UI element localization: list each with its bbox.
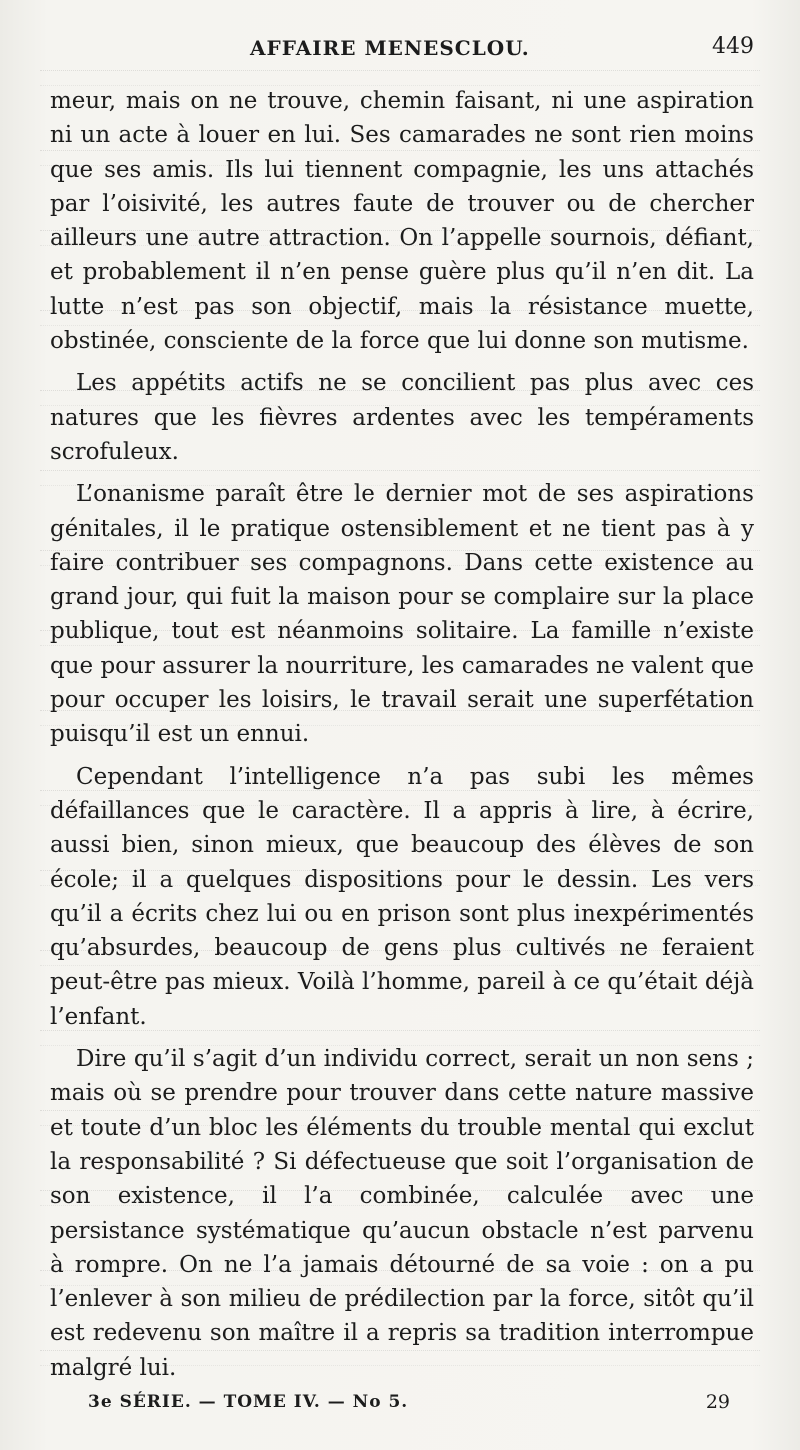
- page-number: 449: [712, 34, 754, 59]
- sheet-number: 29: [705, 1391, 730, 1413]
- page-header: [0, 36, 800, 70]
- page-footer: [0, 1392, 800, 1422]
- body-text: [50, 84, 754, 1385]
- series-signature: 3e SÉRIE. — TOME IV. — No 5.: [88, 1392, 409, 1412]
- paragraph-5: Dire qu’il s’agit d’un individu correct, serait un non sens ; mais où se prendre pour trouver dans cette nature massive et toute d’un bloc les éléments du trouble mental qui exclut la responsabilité ? Si défectueuse que soit l’organisation de son existence, il l’a combinée, calculée avec une persistance systématique qu’aucun obstacle n’est parvenu à rompre. On ne l’a jamais détourné de sa voie : on a pu l’enlever à son milieu de prédilection par la force, sitôt qu’il est redevenu son maître il a repris sa tradition interrompue malgré lui.: [50, 1046, 754, 1381]
- paragraph-2: Les appétits actifs ne se concilient pas plus avec ces natures que les fièvres ardentes avec les tempéraments scrofuleux.: [50, 370, 754, 465]
- paragraph-1: meur, mais on ne trouve, chemin faisant, ni une aspiration ni un acte à louer en lui. Ses camarades ne sont rien moins que ses amis. Ils lui tiennent compagnie, les uns attachés par l’oisivité, les autres faute de trouver ou de chercher ailleurs une autre attraction. On l’appelle sournois, défiant, et probablement il n’en pense guère plus qu’il n’en dit. La lutte n’est pas son objectif, mais la résistance muette, obstinée, consciente de la force que lui donne son mutisme.: [50, 88, 754, 355]
- paragraph-3: L’onanisme paraît être le dernier mot de ses aspirations génitales, il le pratique ostensiblement et ne tient pas à y faire contribuer ses compagnons. Dans cette existence au grand jour, qui fuit la maison pour se complaire sur la place publique, tout est néanmoins solitaire. La famille n’existe que pour assurer la nourriture, les camarades ne valent que pour occuper les loisirs, le travail serait une superfétation puisqu’il est un ennui.: [50, 481, 754, 748]
- running-title: AFFAIRE MENESCLOU.: [250, 36, 530, 60]
- paragraph-4: Cependant l’intelligence n’a pas subi les mêmes défaillances que le caractère. Il a appris à lire, à écrire, aussi bien, sinon mieux, que beaucoup des élèves de son école; il a quelques dispositions pour le dessin. Les vers qu’il a écrits chez lui ou en prison sont plus inexpérimentés qu’absurdes, beaucoup de gens plus cultivés ne feraient peut-être pas mieux. Voilà l’homme, pareil à ce qu’était déjà l’enfant.: [50, 763, 754, 1030]
